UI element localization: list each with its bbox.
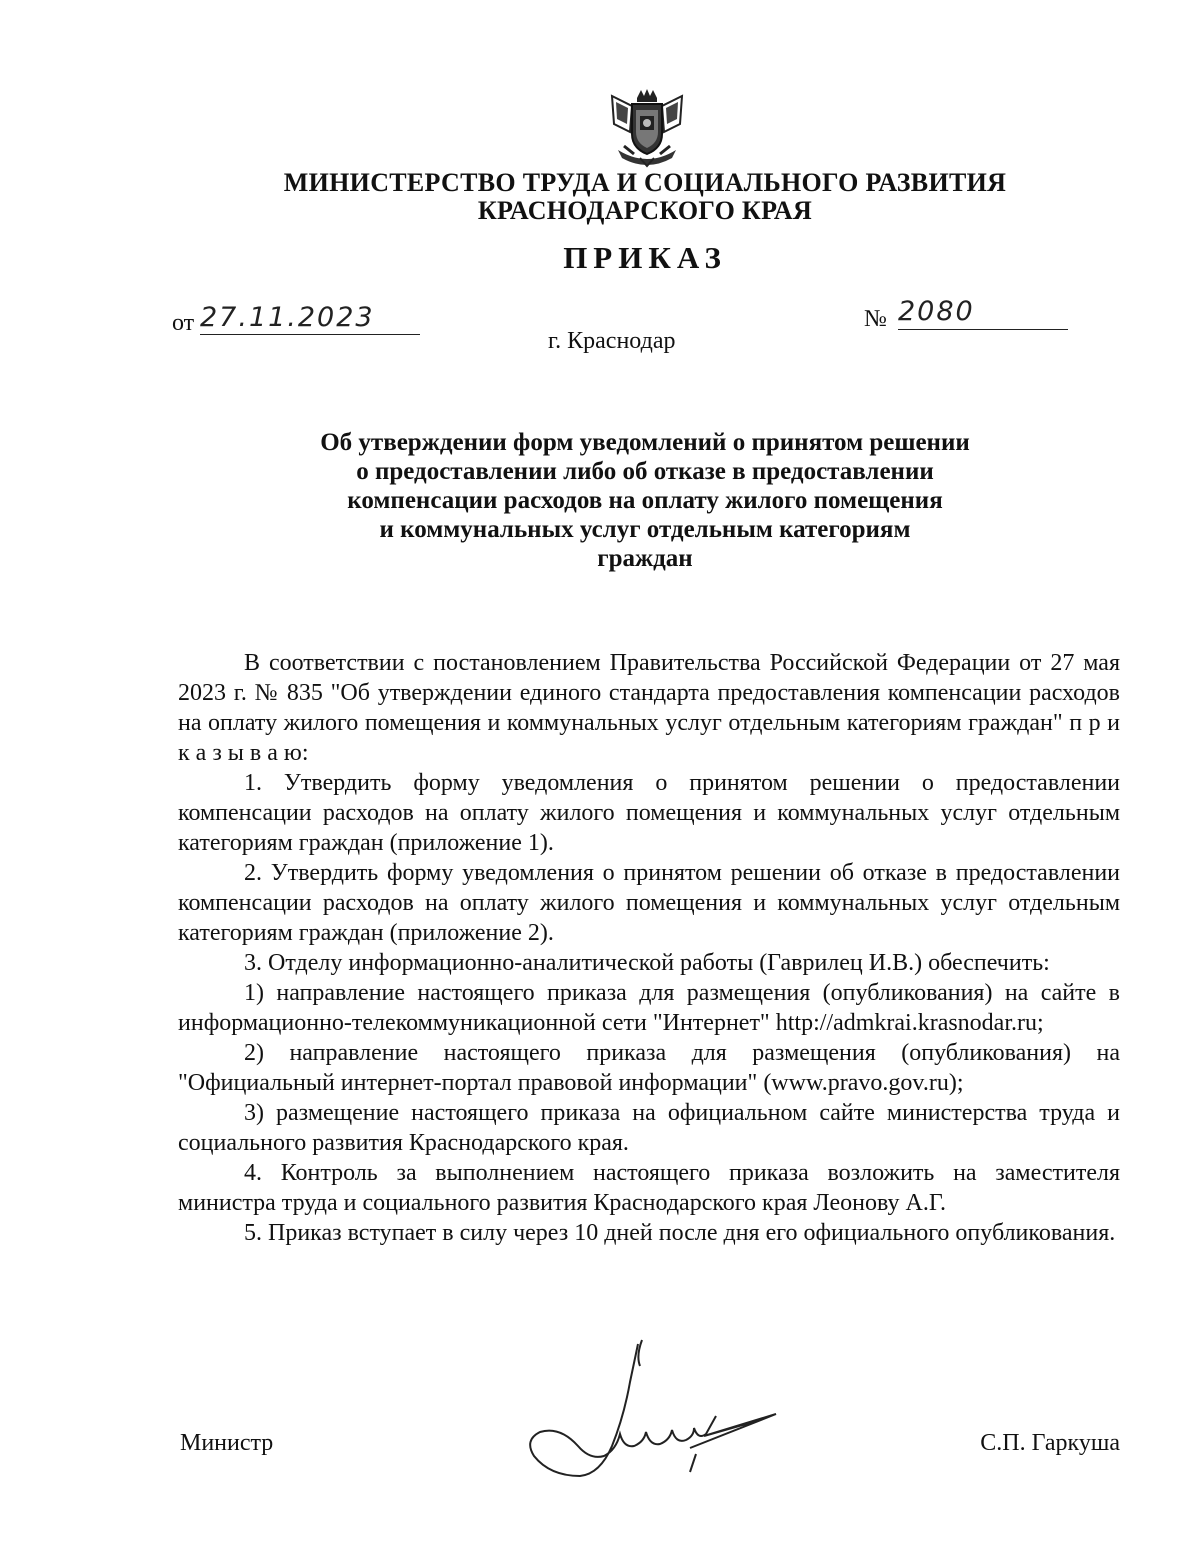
order-body — [178, 648, 1120, 1248]
order-date — [172, 302, 432, 338]
city-location: г. Краснодар — [548, 328, 676, 354]
ministry-name-line2: КРАСНОДАРСКОГО КРАЯ — [477, 196, 813, 225]
order-subject — [0, 428, 1200, 573]
preamble-paragraph: В соответствии с постановлением Правительства Российской Федерации от 27 мая 2023 г. № 835 "Об утверждении единого стандарта предоставления компенсации расходов на оплату жилого помещения и коммунальных услуг отдельным категориям граждан" п р и к а з ы в а ю: — [178, 650, 1120, 766]
handwritten-signature-icon — [520, 1336, 780, 1496]
number-value: 2080 — [898, 296, 975, 327]
signature-block — [180, 1430, 1120, 1470]
order-item-2: 2. Утвердить форму уведомления о принятом решении об отказе в предоставлении компенсации расходов на оплату жилого помещения и коммунальных услуг отдельным категориям граждан (приложение 2). — [178, 860, 1120, 946]
document-type-title: ПРИКАЗ — [563, 240, 727, 275]
subject-line: о предоставлении либо об отказе в предоставлении — [356, 458, 934, 485]
date-underline — [200, 334, 420, 335]
number-prefix: № — [864, 306, 887, 332]
order-number — [864, 296, 1074, 332]
date-value: 27.11.2023 — [200, 302, 375, 333]
signer-name: С.П. Гаркуша — [980, 1430, 1120, 1456]
ministry-name-line1: МИНИСТЕРСТВО ТРУДА И СОЦИАЛЬНОГО РАЗВИТИЯ — [283, 168, 1007, 197]
subject-line: компенсации расходов на оплату жилого помещения — [347, 487, 943, 514]
subject-line: и коммунальных услуг отдельным категориям — [379, 516, 911, 543]
order-item-1: 1. Утвердить форму уведомления о принятом решении о предоставлении компенсации расходов на оплату жилого помещения и коммунальных услуг отдельным категориям граждан (приложение 1). — [178, 770, 1120, 856]
order-subitem-3-3: 3) размещение настоящего приказа на официальном сайте министерства труда и социального развития Краснодарского края. — [178, 1100, 1120, 1156]
number-underline — [898, 329, 1068, 330]
order-subitem-3-1: 1) направление настоящего приказа для размещения (опубликования) на сайте в информационно-телекоммуникационной сети "Интернет" http://admkrai.krasnodar.ru; — [178, 980, 1120, 1036]
subject-line: граждан — [597, 545, 693, 572]
signer-position: Министр — [180, 1430, 274, 1456]
order-subitem-3-2: 2) направление настоящего приказа для размещения (опубликования) на "Официальный интернет-портал правовой информации" (www.pravo.gov.ru); — [178, 1040, 1120, 1096]
order-item-3: 3. Отделу информационно-аналитической работы (Гаврилец И.В.) обеспечить: — [244, 950, 1050, 976]
subject-line: Об утверждении форм уведомлений о принятом решении — [320, 429, 970, 456]
order-item-5: 5. Приказ вступает в силу через 10 дней после дня его официального опубликования. — [244, 1220, 1116, 1246]
date-prefix: от — [172, 310, 195, 336]
coat-of-arms-icon — [604, 88, 690, 168]
order-item-4: 4. Контроль за выполнением настоящего приказа возложить на заместителя министра труда и социального развития Краснодарского края Леонову А.Г. — [178, 1160, 1120, 1216]
